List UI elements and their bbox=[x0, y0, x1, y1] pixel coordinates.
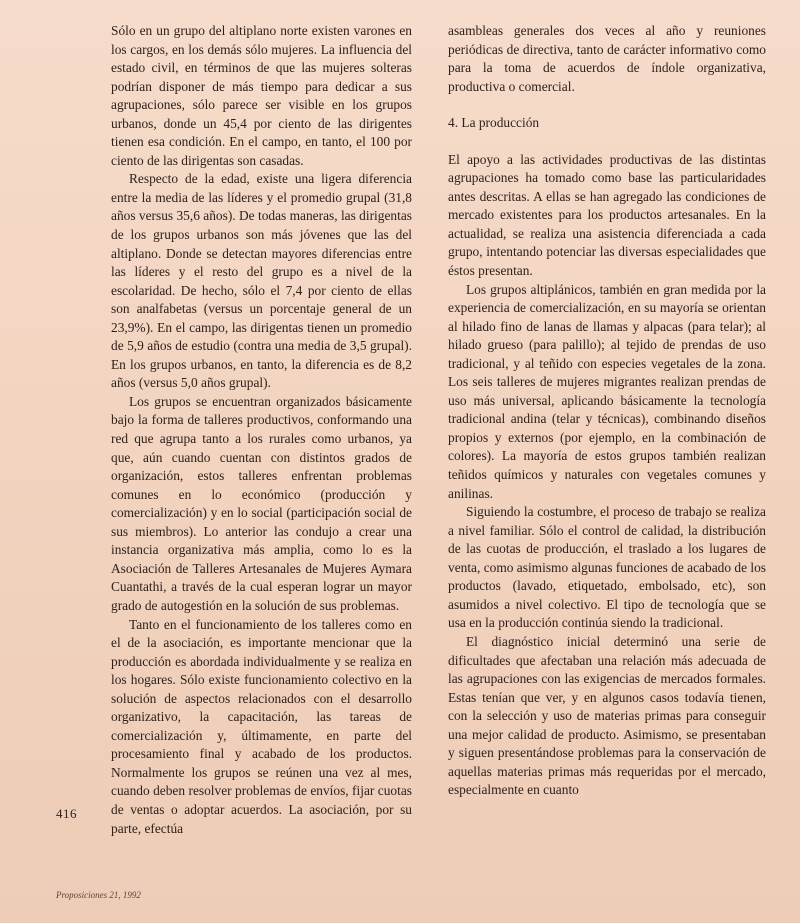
right-column bbox=[448, 22, 766, 800]
paragraph: Los grupos altiplánicos, también en gran medida por la experiencia de comercialización, en su mayoría se orientan al hilado fino de lanas de llamas y alpacas (para telar); al hilado grueso (para palillo); al tejido de prendas de uso tradicional, y al teñido con especies vegetales de la zona. Los seis talleres de mujeres migrantes realizan prendas de uso más universal, aplicando básicamente la tecnología tradicional andina (telar y técnicas), combinando diseños propios y externos (por ejemplo, en la combinación de colores). La mayoría de estos grupos también realizan teñidos químicos y naturales con vegetales comunes y anilinas. bbox=[448, 281, 766, 501]
left-column bbox=[111, 22, 412, 838]
paragraph: Tanto en el funcionamiento de los talleres como en el de la asociación, es importante mencionar que la producción es abordada individualmente y se realiza en los hogares. Sólo existe funcionamiento colectivo en la solución de aspectos relacionados con el desarrollo organizativo, la capacitación, las tareas de comercialización y, últimamente, en parte del procesamiento final y acabado de los productos. Normalmente los grupos se reúnen una vez al mes, cuando deben resolver problemas de envíos, fijar cuotas de ventas o adoptar acuerdos. La asociación, por su parte, efectúa bbox=[111, 616, 412, 836]
paragraph: Los grupos se encuentran organizados básicamente bajo la forma de talleres productivos, conformando una red que agrupa tanto a los rurales como urbanos, ya que, aún cuando cuentan con distintos grados de organización, estos talleres enfrentan problemas comunes en lo económico (producción y comercialización) y en lo social (participación social de sus miembros). Lo anterior las condujo a crear una instancia organizativa más amplia, como lo es la Asociación de Talleres Artesanales de Mujeres Aymara Cuantathi, a través de la cual esperan lograr un mayor grado de autogestión en la solución de sus problemas. bbox=[111, 393, 412, 613]
paragraph: Respecto de la edad, existe una ligera diferencia entre la media de las líderes y el promedio grupal (31,8 años versus 35,6 años). De todas maneras, las dirigentas de los grupos urbanos son más jóvenes que las del altiplano. Donde se detectan mayores diferencias entre las líderes y el resto del grupo es a nivel de la escolaridad. De hecho, sólo el 7,4 por ciento de ellas son analfabetas (versus un porcentaje general de un 23,9%). En el campo, las dirigentas tienen un promedio de 5,9 años de estudio (contra una media de 3,5 grupal). En los grupos urbanos, en tanto, la diferencia es de 8,2 años (versus 5,0 años grupal). bbox=[111, 171, 412, 391]
paragraph: El diagnóstico inicial determinó una serie de dificultades que afectaban una relación más adecuada de las agrupaciones con las exigencias de mercados formales. Estas tenían que ver, y en algunos casos todavía tienen, con la selección y uso de materias primas para conseguir una mejor calidad de producto. Asimismo, se presentaban y siguen presentándose problemas para la conservación de aquellas materias primas más requeridas por el mercado, especialmente en cuanto bbox=[448, 633, 766, 798]
spacer bbox=[448, 96, 766, 114]
paragraph: El apoyo a las actividades productivas de las distintas agrupaciones ha tomado como base las particularidades antes descritas. A ellas se han agregado las condiciones de mercado existentes para los productos artesanales. En la actualidad, se realiza una asistencia diferenciada a cada grupo, intentando potenciar las diversas especialidades que éstos presentan. bbox=[448, 151, 766, 279]
paragraph: Sólo en un grupo del altiplano norte existen varones en los cargos, en los demás sólo mujeres. La influencia del estado civil, en términos de que las mujeres solteras podrían disponer de más tiempo para dedicar a sus agrupaciones, sólo parece ser visible en los grupos urbanos, donde un 45,4 por ciento de las dirigentes tienen esa condición. En el campo, en tanto, el 100 por ciento de las dirigentas son casadas. bbox=[111, 23, 412, 168]
paragraph: Siguiendo la costumbre, el proceso de trabajo se realiza a nivel familiar. Sólo el control de calidad, la distribución de las cuotas de producción, el traslado a los lugares de venta, como asimismo algunas funciones de acabado de los productos (lavado, etiquetado, embolsado, etc), son asumidos a nivel colectivo. El tipo de tecnología que se usa en la producción continúa siendo la tradicional. bbox=[448, 504, 766, 631]
page-number: 416 bbox=[56, 806, 77, 821]
running-footer: Proposiciones 21, 1992 bbox=[56, 890, 141, 900]
spacer bbox=[448, 133, 766, 151]
paragraph: asambleas generales dos veces al año y reuniones periódicas de directiva, tanto de carácter informativo como para la toma de acuerdos de índole organizativa, productiva o comercial. bbox=[448, 23, 766, 94]
section-heading: 4. La producción bbox=[448, 115, 540, 131]
